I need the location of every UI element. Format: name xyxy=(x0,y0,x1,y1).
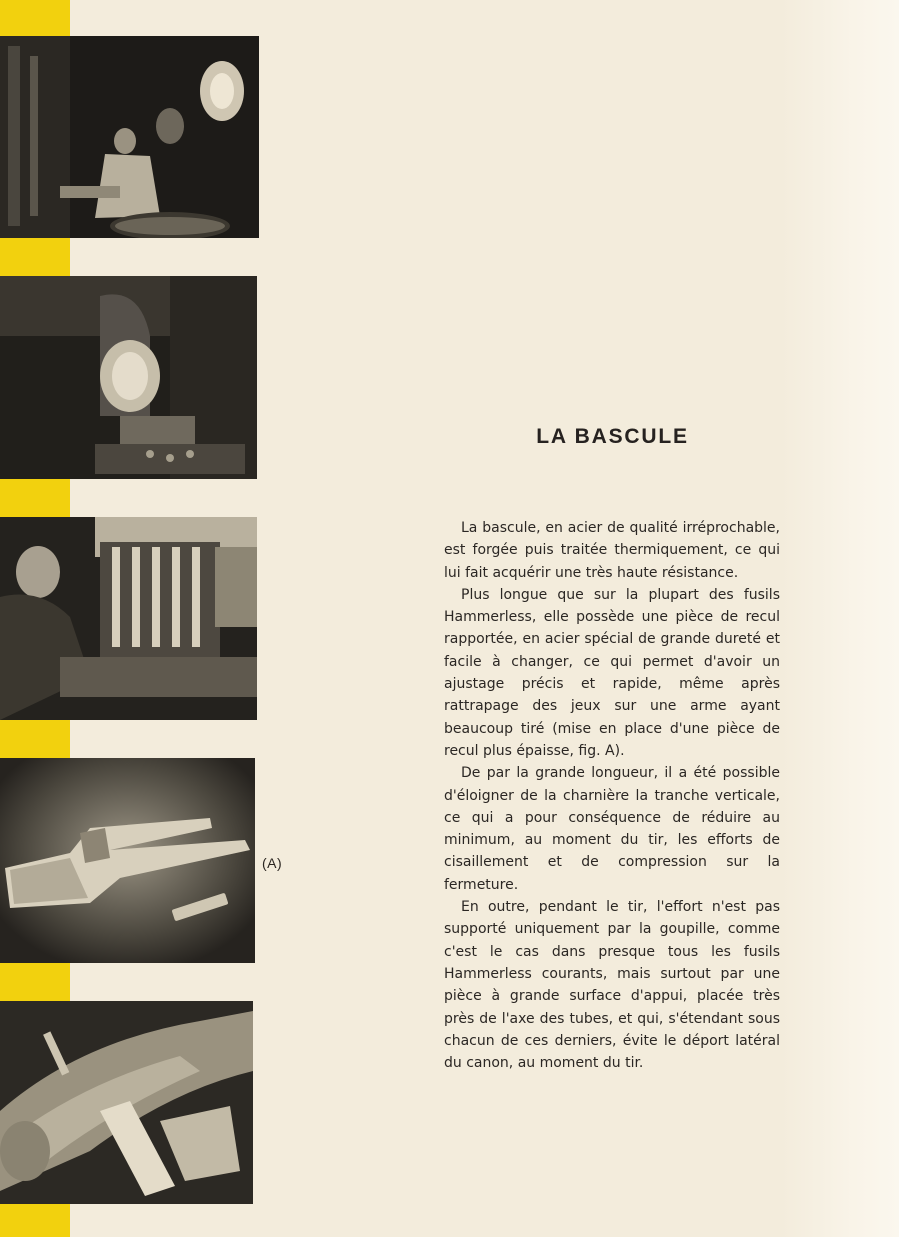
yellow-accent-strip xyxy=(0,238,70,276)
yellow-accent-strip xyxy=(0,720,70,758)
photo-drill-press-worker xyxy=(0,517,257,720)
page-edge xyxy=(781,0,899,1237)
paragraph: La bascule, en acier de qualité irréprochable, est forgée puis traitée thermiquement, ce qui lui fait acquérir une très haute résistance. xyxy=(444,520,780,581)
figure-label: (A) xyxy=(262,855,283,871)
page-title: LA BASCULE xyxy=(536,425,689,448)
paragraph: De par la grande longueur, il a été possible d'éloigner de la charnière la tranche verticale, ce qui a pour conséquence de réduire au minimum, au moment du tir, les efforts de cisaillement et de compression sur la fermeture. xyxy=(444,765,780,893)
photo-engraving-hands xyxy=(0,1001,253,1204)
photo-forge-worker xyxy=(0,36,259,238)
body-text xyxy=(444,517,780,1074)
paragraph: En outre, pendant le tir, l'effort n'est pas supporté uniquement par la goupille, comme c'est le cas dans presque tous les fusils Hammerless courants, mais surtout par une pièce à grande surface d'appui, placée très près de l'axe des tubes, et qui, s'étendant sous chacun de ces derniers, évite le déport latéral du canon, au moment du tir. xyxy=(444,899,780,1072)
photo-forging-press xyxy=(0,276,257,479)
yellow-accent-strip xyxy=(0,963,70,1001)
yellow-accent-strip xyxy=(0,479,70,517)
paragraph: Plus longue que sur la plupart des fusils Hammerless, elle possède une pièce de recul rapportée, en acier spécial de grande dureté et facile à changer, ce qui permet d'avoir un ajustage précis et rapide, même après rattrapage des jeux sur une arme ayant beaucoup tiré (mise en place d'une pièce de recul plus épaisse, fig. A). xyxy=(444,586,780,759)
yellow-accent-strip xyxy=(0,0,70,36)
photo-receiver-fig-a xyxy=(0,758,255,963)
yellow-accent-strip xyxy=(0,1204,70,1237)
